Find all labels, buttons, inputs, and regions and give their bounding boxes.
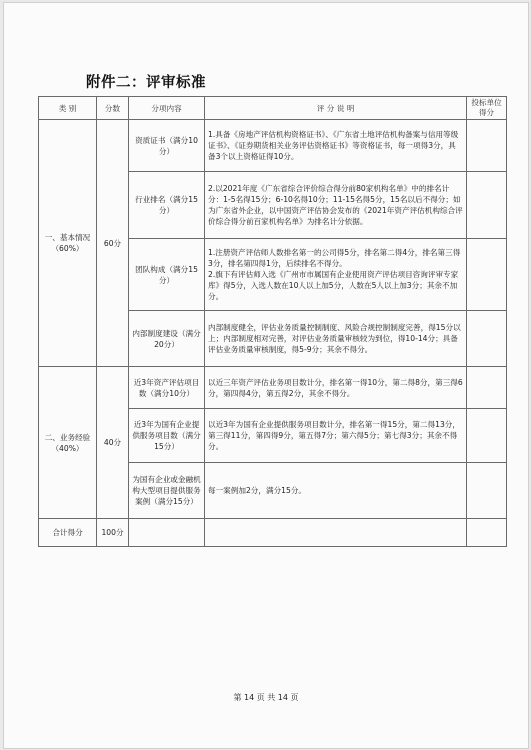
table-row [39,120,507,172]
item-team: 团队构成（满分15分） [129,239,205,311]
bidder-score-cell [467,239,507,311]
header-score: 分数 [97,97,129,120]
document-page [3,2,529,749]
desc-team: 1.注册资产评估师人数排名第一的公司得5分，排名第二得4分，排名第三得3分，排名第四得1分，后续排名不得分。 2.旗下有评估师入选《广州市市属国有企业使用资产评估项目咨询评审专家库》得5分，入选人数在10人以上加5分，人数在5人以上加3分；其余不加分。 [205,239,467,311]
empty-cell [129,519,205,547]
bidder-score-cell [467,311,507,367]
total-row [39,519,507,547]
score-experience: 40分 [97,367,129,519]
bidder-score-cell [467,120,507,172]
header-item: 分项内容 [129,97,205,120]
bidder-score-cell [467,463,507,519]
total-score: 100分 [97,519,129,547]
bidder-score-cell [467,172,507,239]
category-experience: 二、业务经验（40%） [39,367,97,519]
header-category: 类 别 [39,97,97,120]
header-description: 评 分 说 明 [205,97,467,120]
item-project-count: 近3年资产评估项目数（满分10分） [129,367,205,409]
desc-soe-projects: 以近3年为国有企业提供服务项目数计分，排名第一得15分，第二得13分，第三得11分，第四得9分，第五得7分；第六得5分；第七得3分；其余不得分。 [205,409,467,463]
bidder-score-cell [467,367,507,409]
desc-large-cases: 每一案例加2分，满分15分。 [205,463,467,519]
bidder-score-cell [467,519,507,547]
desc-qualification: 1.具备《房地产评估机构资格证书》、《广东省土地评估机构备案与信用等级证书》、《证券期货相关业务评估资格证书》等资格证书，每一项得3分，具备3个以上资格证得10分。 [205,120,467,172]
page-title: 附件二：评审标准 [86,75,206,91]
item-qualification: 资质证书（满分10分） [129,120,205,172]
desc-ranking: 2.以2021年度《广东省综合评价综合得分前80家机构名单》中的排名计分：1-5名得15分；6-10名得10分；11-15名得5分，15名以后不得分；如为广东省外企业，以中国资产评估协会发布的《2021年资产评估机构综合评价综合得分前百家机构名单》为排名计分依据。 [205,172,467,239]
table-header-row [39,97,507,120]
bidder-score-cell [467,409,507,463]
page-number-footer: 第 14 页 共 14 页 [233,693,299,702]
category-basic: 一、基本情况（60%） [39,120,97,367]
header-bidder-score: 投标单位得分 [467,97,507,120]
item-internal-system: 内部制度建设（满分20分） [129,311,205,367]
item-soe-projects: 近3年为国有企业提供服务项目数（满分15分） [129,409,205,463]
table-row [39,367,507,409]
score-basic: 60分 [97,120,129,367]
empty-cell [205,519,467,547]
total-label: 合计得分 [39,519,97,547]
desc-internal-system: 内部制度健全，评估业务质量控制制度、风险合规控制制度完善，得15分以上；内部制度相对完善，对评估业务质量审核较为到位，得10-14分；具备评估业务质量审核制度，得5-9分；其余不得分。 [205,311,467,367]
item-ranking: 行业排名（满分15分） [129,172,205,239]
scoring-standards-table [38,96,507,547]
desc-project-count: 以近三年资产评估业务项目数计分，排名第一得10分，第二得8分，第三得6分，第四得4分，第五得2分，其余不得分。 [205,367,467,409]
item-large-cases: 为国有企业或金融机构大型项目提供服务案例（满分15分） [129,463,205,519]
